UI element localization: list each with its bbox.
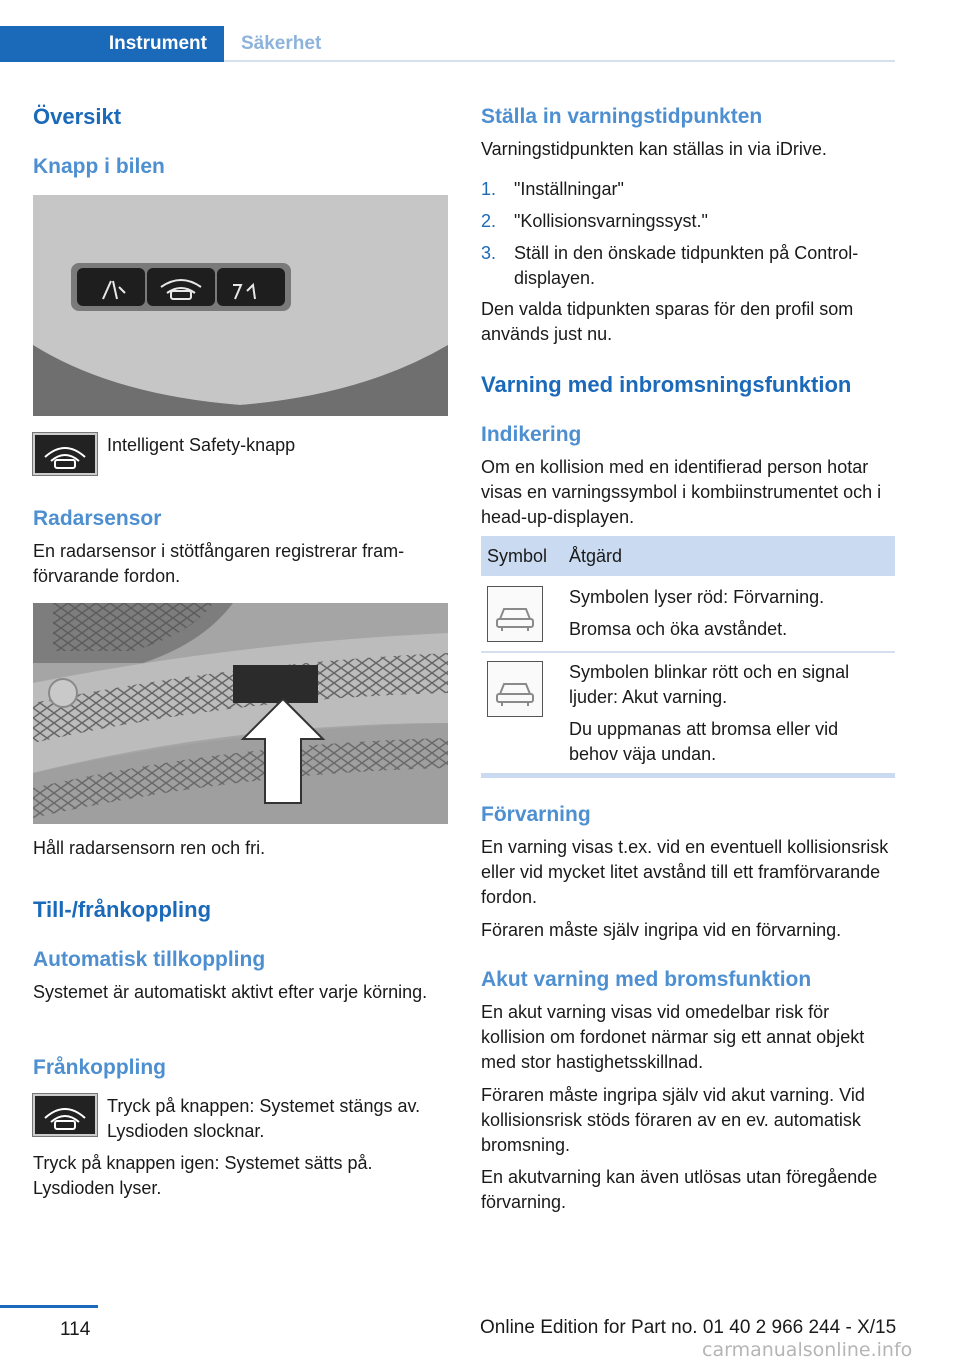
step-item: 3. Ställ in den önskade tidpunkten på Control-displayen. bbox=[481, 243, 859, 288]
page-number-rule bbox=[0, 1305, 98, 1308]
car-warning-icon-blink bbox=[487, 661, 543, 717]
tab-sakerhet[interactable]: Säkerhet bbox=[241, 33, 322, 54]
off-heading: Frånkoppling bbox=[33, 1056, 166, 1079]
intelligent-safety-button-icon bbox=[33, 433, 97, 475]
roof-console-illustration bbox=[33, 195, 448, 416]
row1-line2: Bromsa och öka avståndet. bbox=[569, 619, 788, 639]
off-text: Tryck på knappen: Systemet stängs av. Lysdioden slocknar. bbox=[107, 1096, 421, 1141]
car-warning-icon bbox=[487, 586, 543, 642]
watermark: carmanualsonline.info bbox=[702, 1339, 913, 1361]
tab-instrument[interactable]: Instrument bbox=[0, 26, 224, 62]
on-text: Tryck på knappen igen: Systemet sätts på. Lysdioden lyser. bbox=[33, 1153, 373, 1198]
button-caption: Intelligent Safety-knapp bbox=[107, 435, 296, 455]
step-item: 2. "Kollisionsvarningssyst." bbox=[481, 211, 708, 231]
acute-text: En akut varning visas vid omedelbar risk för kollision om fordonet närmar sig ett annat objekt med stor hastighetsskillnad. bbox=[481, 1002, 865, 1072]
timing-text: Varningstidpunkten kan ställas in via iDrive. bbox=[481, 139, 827, 159]
radar-text: En radarsensor i stötfångaren registrerar framförvarande fordon. bbox=[33, 541, 405, 586]
bumper-illustration bbox=[33, 603, 448, 824]
table-divider bbox=[481, 652, 895, 653]
steps-list bbox=[481, 177, 895, 298]
col-symbol: Symbol bbox=[487, 546, 548, 566]
auto-heading: Automatisk tillkoppling bbox=[33, 948, 266, 971]
prewarn-text-2: Föraren måste själv ingripa vid en förvarning. bbox=[481, 920, 842, 940]
radar-heading: Radarsensor bbox=[33, 507, 162, 530]
col-action: Åtgärd bbox=[569, 546, 623, 566]
row2-line2: Du uppmanas att bromsa eller vid behov väja undan. bbox=[569, 719, 839, 764]
chapter-tabs bbox=[0, 26, 895, 62]
table-bottom-rule bbox=[481, 773, 895, 778]
edition-footer: Online Edition for Part no. 01 40 2 966 244 - X/15 bbox=[480, 1317, 897, 1338]
prewarn-text: En varning visas t.ex. vid en eventuell kollisionsrisk eller vid mycket litet avstånd till ett framförvarande fordon. bbox=[481, 837, 889, 907]
row1-line1: Symbolen lyser röd: Förvarning. bbox=[569, 587, 825, 607]
acute-heading: Akut varning med bromsfunktion bbox=[481, 968, 812, 991]
radar-caption: Håll radarsensorn ren och fri. bbox=[33, 838, 266, 858]
indication-text: Om en kollision med en identifierad person hotar visas en varningssymbol i kombiinstrumentet och i head-up-displayen. bbox=[481, 457, 882, 527]
intelligent-safety-button-icon-2 bbox=[33, 1094, 97, 1136]
table-header bbox=[481, 536, 895, 576]
indication-heading: Indikering bbox=[481, 423, 582, 446]
timing-heading: Ställa in varningstidpunkten bbox=[481, 105, 763, 128]
acute-text-2: Föraren måste ingripa själv vid akut varning. Vid kollisionsrisk stöds föraren av en ev. automatisk bromsning. bbox=[481, 1085, 865, 1155]
brake-heading: Varning med inbromsningsfunktion bbox=[481, 372, 852, 397]
acute-text-3: En akutvarning kan även utlösas utan föregående förvarning. bbox=[481, 1167, 878, 1212]
onoff-heading: Till-/frånkoppling bbox=[33, 897, 212, 922]
roof-button-photo bbox=[33, 195, 448, 416]
overview-heading: Översikt bbox=[33, 104, 122, 129]
auto-text: Systemet är automatiskt aktivt efter varje körning. bbox=[33, 982, 428, 1002]
radar-sensor-photo bbox=[33, 603, 448, 824]
prewarn-heading: Förvarning bbox=[481, 803, 591, 826]
row2-line1: Symbolen blinkar rött och en signal ljuder: Akut varning. bbox=[569, 662, 850, 707]
saved-text: Den valda tidpunkten sparas för den profil som används just nu. bbox=[481, 299, 854, 344]
step-item: 1. "Inställningar" bbox=[481, 179, 624, 199]
page-number: 114 bbox=[60, 1319, 91, 1340]
button-heading: Knapp i bilen bbox=[33, 155, 165, 178]
